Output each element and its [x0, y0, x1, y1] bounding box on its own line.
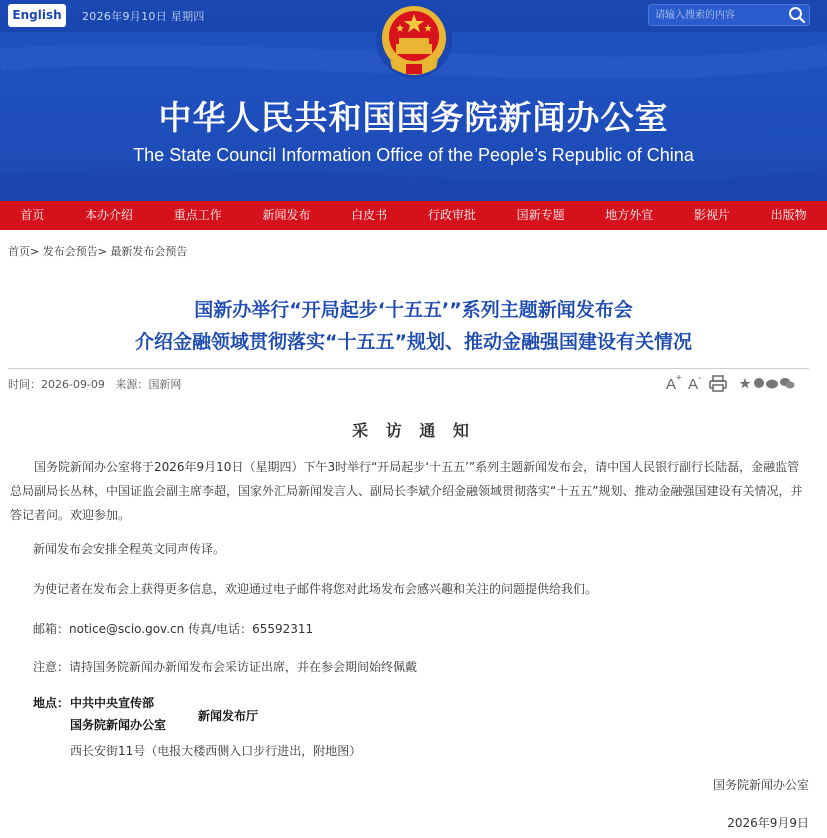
signature-date: 2026年9月9日: [727, 816, 809, 830]
time-label: 时间：: [8, 378, 41, 391]
article-headline-line2: 介绍金融领域贯彻落实“十五五”规划、推动金融强国建设有关情况: [135, 331, 692, 353]
contact-info: 邮箱：notice@scio.gov.cn 传真/电话：65592311: [33, 622, 314, 636]
source-value: 国新网: [148, 378, 182, 391]
site-title-en: The State Council Information Office of the People’s Republic of China: [133, 145, 694, 165]
nav-item-home[interactable]: 首页: [20, 208, 45, 222]
breadcrumb-separator: >: [97, 245, 107, 258]
source-label: 来源：: [115, 378, 149, 391]
notice-attention: 注意：请持国务院新闻办新闻发布会采访证出席，并在参会期间始终佩戴: [33, 660, 418, 674]
wechat-moments-icon[interactable]: [754, 378, 764, 388]
star-icon[interactable]: [740, 378, 751, 389]
article-tools: [664, 372, 809, 394]
breadcrumb-home[interactable]: 首页: [8, 245, 30, 258]
address-label: 地点：: [33, 696, 70, 710]
svg-text:+: +: [676, 373, 682, 384]
nav-item-films[interactable]: 影视片: [693, 208, 730, 222]
national-emblem-icon: [366, 0, 462, 84]
notice-title: 采 访 通 知: [352, 421, 475, 440]
search-input[interactable]: [655, 8, 783, 23]
address-org2: 国务院新闻办公室: [70, 718, 167, 732]
svg-text:A: A: [688, 376, 699, 393]
current-date: 2026年9月10日 星期四: [82, 10, 205, 23]
address-org1: 中共中央宣传部: [70, 696, 155, 710]
address-street: 西长安街11号（电报大楼西侧入口步行进出，附地图）: [70, 744, 362, 758]
weibo-icon[interactable]: [766, 380, 778, 389]
font-larger-icon[interactable]: [666, 373, 682, 393]
breadcrumb: [8, 243, 187, 259]
nav-item-white-papers[interactable]: 白皮书: [351, 208, 388, 222]
notice-paragraph-main: 国务院新闻办公室将于2026年9月10日（星期四）下午3时举行“开局起步‘十五五’”系列主题新闻发布会，请中国人民银行副行长陆磊，金融监管总局副局长丛林，中国证监会副主席李超，国家外汇局新闻发言人、副局长李斌介绍金融领域贯彻落实“十五五”规划、推动金融强国建设有关情况，并答记者问。欢迎参加。: [10, 460, 803, 522]
font-smaller-icon[interactable]: [688, 373, 701, 393]
main-nav: [0, 201, 827, 230]
search-icon[interactable]: [788, 6, 806, 24]
article-meta: [8, 376, 181, 392]
nav-item-key-work[interactable]: 重点工作: [173, 208, 222, 222]
header-banner: [0, 0, 827, 201]
nav-item-approval[interactable]: 行政审批: [427, 208, 476, 222]
nav-item-local[interactable]: 地方外宣: [605, 208, 654, 222]
nav-item-topics[interactable]: 国新专题: [516, 208, 565, 222]
english-button[interactable]: English: [8, 4, 66, 27]
notice-paragraph-questions: 为使记者在发布会上获得更多信息，欢迎通过电子邮件将您对此场发布会感兴趣和关注的问题提供给我们。: [33, 582, 598, 596]
signature-org: 国务院新闻办公室: [712, 778, 809, 792]
breadcrumb-preview[interactable]: 发布会预告: [42, 245, 98, 258]
nav-item-publications[interactable]: 出版物: [770, 208, 807, 222]
time-value: 2026-09-09: [41, 378, 105, 391]
divider: [8, 368, 809, 369]
svg-text:A: A: [666, 376, 677, 393]
search-box: [648, 4, 810, 26]
site-title-cn: 中华人民共和国国务院新闻办公室: [158, 98, 669, 137]
wechat-icon[interactable]: [780, 378, 795, 389]
nav-item-about[interactable]: 本办介绍: [85, 208, 134, 222]
breadcrumb-latest[interactable]: 最新发布会预告: [110, 245, 188, 258]
notice-paragraph-interpretation: 新闻发布会安排全程英文同声传译。: [33, 542, 226, 556]
breadcrumb-separator: >: [30, 245, 40, 258]
print-icon[interactable]: [710, 376, 726, 391]
svg-text:-: -: [698, 373, 702, 384]
nav-item-press[interactable]: 新闻发布: [262, 208, 311, 222]
address-hall: 新闻发布厅: [198, 709, 259, 723]
article-headline-line1: 国新办举行“开局起步‘十五五’”系列主题新闻发布会: [194, 299, 633, 321]
